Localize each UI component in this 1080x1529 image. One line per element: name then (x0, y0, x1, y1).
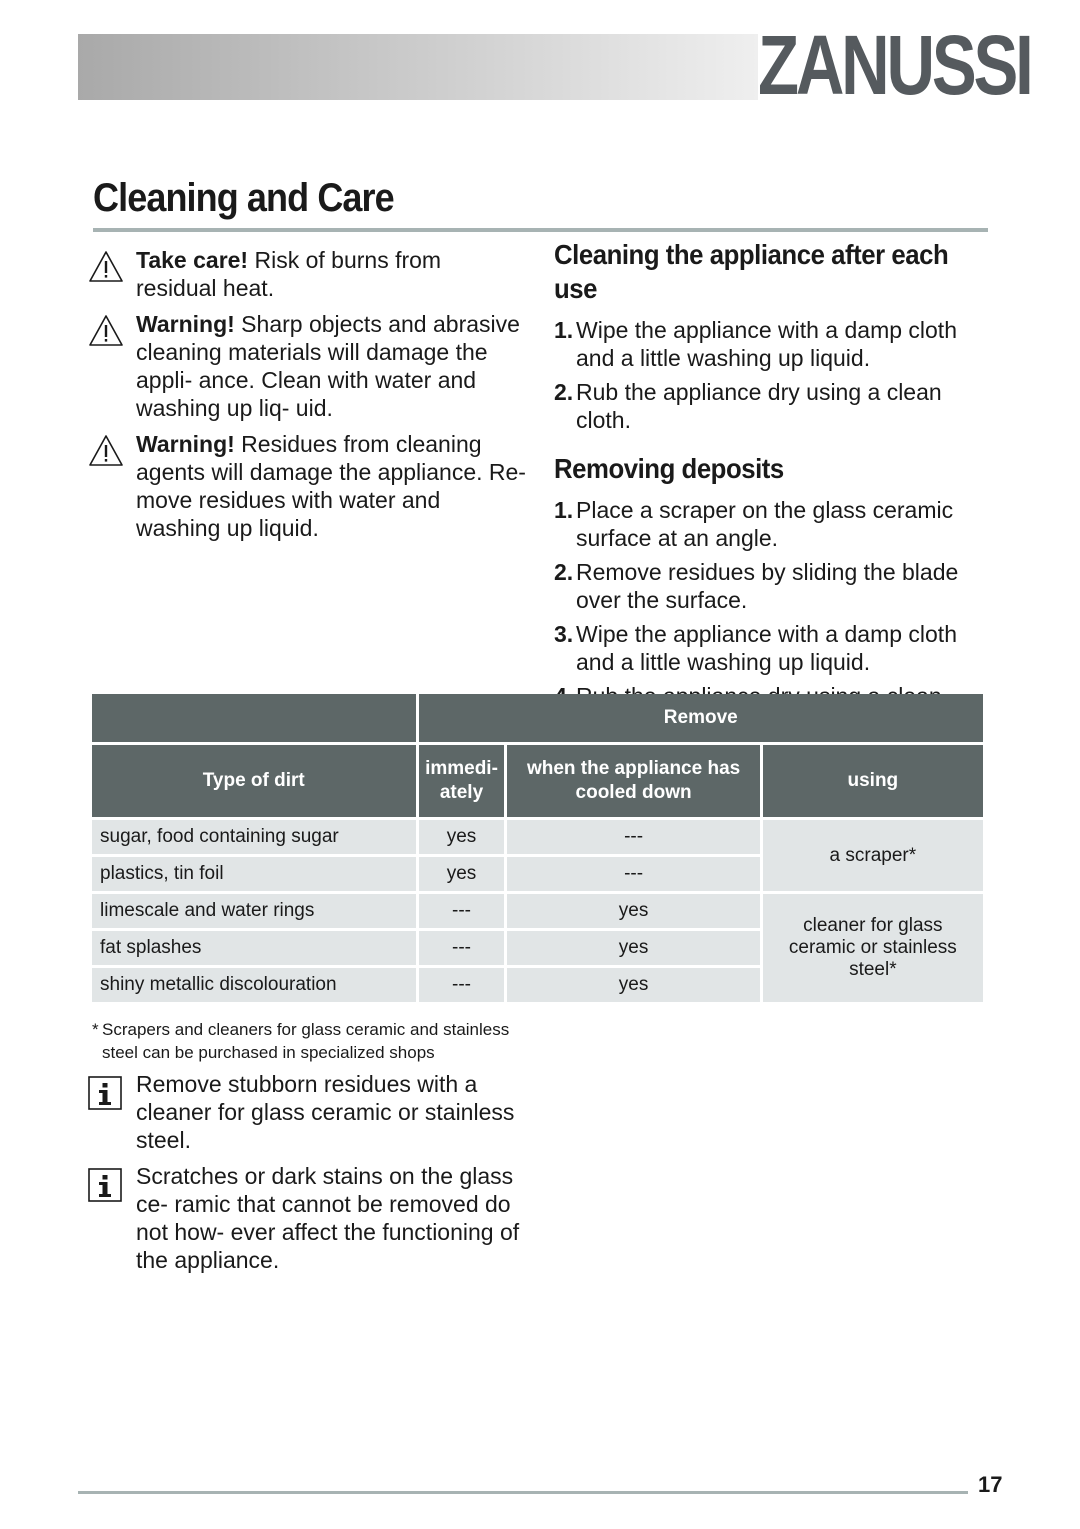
warning-lead: Warning! (136, 311, 235, 337)
info-note (88, 1162, 538, 1274)
warning-triangle-icon (88, 250, 124, 284)
table-footnote (92, 1018, 522, 1064)
info-note (88, 1070, 538, 1154)
cell-using-cleaner: cleaner for glass ceramic or stainless steel* (763, 894, 983, 1002)
step-item: 3. Wipe the appliance with a damp cloth and a little washing up liquid. (554, 621, 957, 675)
cleaning-table (89, 691, 986, 1005)
footnote-text: Scrapers and cleaners for glass ceramic and stainless steel can be purchased in specialized shops (102, 1020, 510, 1062)
info-icon (88, 1076, 122, 1110)
step-item: 1. Wipe the appliance with a damp cloth and a little washing up liquid. (554, 317, 957, 371)
title-rule (93, 228, 988, 232)
col-header-immediately: immedi- ately (419, 745, 505, 817)
info-text: Scratches or dark stains on the glass ce- ramic that cannot be removed do not how- ever affect the functioning of the appliance. (136, 1163, 520, 1273)
warning-lead: Take care! (136, 247, 249, 273)
warning-triangle-icon (88, 314, 124, 348)
table-row (92, 894, 983, 928)
warning-note (88, 430, 528, 542)
cell-dirt: fat splashes (92, 931, 416, 965)
cell-dirt: shiny metallic discolouration (92, 968, 416, 1002)
cell-immediately: --- (419, 931, 505, 965)
cell-immediately: --- (419, 968, 505, 1002)
cell-immediately: --- (419, 894, 505, 928)
cell-dirt: plastics, tin foil (92, 857, 416, 891)
cell-dirt: sugar, food containing sugar (92, 820, 416, 854)
col-header-using: using (763, 745, 983, 817)
section-heading-after-use: Cleaning the appliance after each use (554, 239, 949, 304)
cell-dirt: limescale and water rings (92, 894, 416, 928)
warning-lead: Warning! (136, 431, 235, 457)
warning-note (88, 246, 528, 302)
header-gradient-bar (78, 34, 758, 100)
cell-cooled: yes (507, 968, 759, 1002)
warning-triangle-icon (88, 434, 124, 468)
warning-text: Residues from cleaning agents will damage the appliance. Re- move residues with water and washing up liquid. (136, 431, 526, 541)
instructions-column (554, 238, 994, 756)
table-row (92, 820, 983, 854)
warning-note (88, 310, 528, 422)
warnings-column (88, 246, 528, 550)
col-header-cooled-down: when the appliance has cooled down (507, 745, 759, 817)
col-header-type-of-dirt: Type of dirt (92, 745, 416, 817)
step-item: 1. Place a scraper on the glass ceramic surface at an angle. (554, 497, 954, 551)
step-item: 2. Rub the appliance dry using a clean cloth. (554, 379, 942, 433)
info-notes (88, 1070, 538, 1282)
section-heading-deposits: Removing deposits (554, 453, 784, 484)
table-header-remove: Remove (419, 694, 984, 742)
after-use-steps (554, 316, 994, 434)
step-item: 2. Remove residues by sliding the blade over the surface. (554, 559, 959, 613)
cell-cooled: --- (507, 857, 759, 891)
footnote-star: * (92, 1020, 99, 1039)
info-icon (88, 1168, 122, 1202)
brand-logo: ZANUSSI (758, 18, 1031, 112)
footer-rule (78, 1491, 968, 1494)
page-title: Cleaning and Care (93, 176, 394, 220)
warning-text: Sharp objects and abrasive cleaning materials will damage the appli- ance. Clean with water and washing up liq- uid. (136, 311, 520, 421)
table-header-blank (92, 694, 416, 742)
cell-cooled: yes (507, 894, 759, 928)
page-number: 17 (978, 1472, 1003, 1497)
cell-immediately: yes (419, 857, 505, 891)
cell-immediately: yes (419, 820, 505, 854)
warning-text: Risk of burns from residual heat. (136, 247, 442, 301)
cell-using-scraper: a scraper* (763, 820, 983, 891)
cell-cooled: yes (507, 931, 759, 965)
info-text: Remove stubborn residues with a cleaner for glass ceramic or stainless steel. (136, 1071, 515, 1153)
cell-cooled: --- (507, 820, 759, 854)
